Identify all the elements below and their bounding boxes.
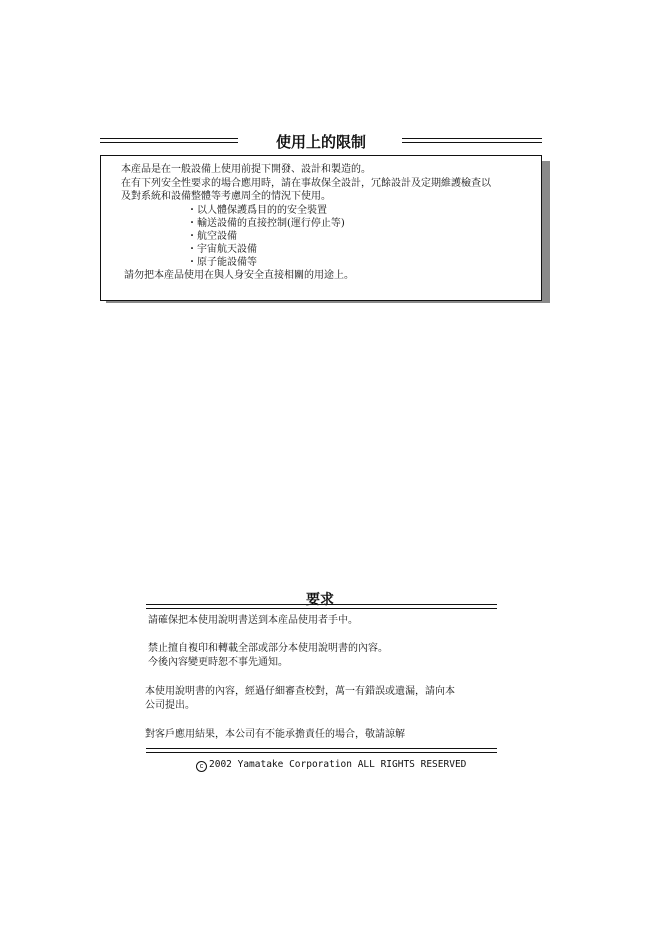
restrictions-title: 使用上的限制: [275, 133, 366, 151]
copyright-line: [196, 759, 466, 772]
restriction-line: 及對系統和設備整體等考慮周全的情況下使用。: [121, 191, 331, 202]
requirement-text: 禁止擅自複印和轉載全部或部分本使用說明書的內容。: [148, 643, 388, 654]
requirement-text: 今後內容變更時恕不事先通知。: [148, 657, 288, 668]
requirements-rule-bottom: [146, 748, 497, 753]
restrictions-box: [100, 155, 542, 301]
copyright-text: 2002 Yamatake Corporation ALL RIGHTS RESERVED: [209, 759, 467, 770]
title-rule-right: [402, 138, 542, 143]
requirements-title: 要求: [306, 592, 334, 608]
restriction-line: 本産品是在一般設備上使用前提下開發、設計和製造的。: [121, 164, 371, 175]
restriction-item: ・輸送設備的直接控制(運行停止等): [187, 218, 345, 229]
requirement-text: 對客戶應用結果，本公司有不能承擔責任的場合，敬請諒解: [145, 729, 405, 740]
restriction-line: 在有下列安全性要求的場合應用時，請在事故保全設計，冗餘設計及定期維護檢查以: [121, 178, 491, 189]
title-rule-left: [100, 138, 238, 143]
restriction-item: ・航空設備: [187, 231, 237, 242]
copyright-icon: c: [196, 761, 207, 772]
requirement-text: 請確保把本使用說明書送到本産品使用者手中。: [148, 615, 358, 626]
restriction-item: ・原子能設備等: [187, 257, 257, 268]
requirements-rule-top: [146, 604, 497, 609]
restriction-item: ・宇宙航天設備: [187, 244, 257, 255]
requirement-text: 本使用說明書的內容，經過仔細審查校對，萬一有錯誤或遺漏，請向本: [145, 686, 455, 697]
requirement-text: 公司提出。: [145, 700, 195, 711]
restriction-item: ・以人體保護爲目的的安全裝置: [187, 205, 327, 216]
restriction-closing: 請勿把本産品使用在與人身安全直接相關的用途上。: [124, 270, 354, 281]
